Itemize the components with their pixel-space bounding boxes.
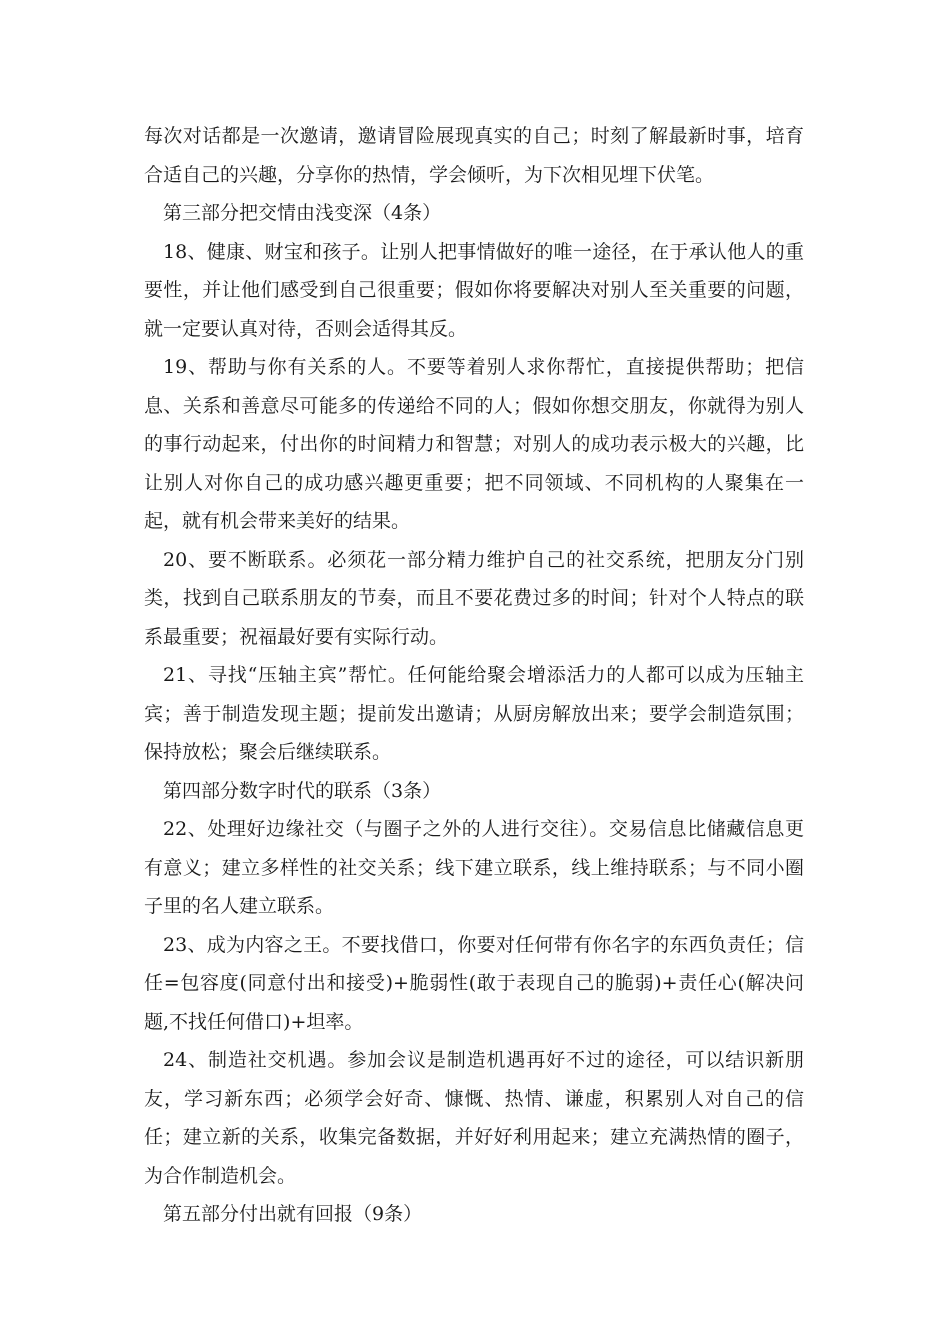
- list-item-18: 18、健康、财宝和孩子。让别人把事情做好的唯一途径，在于承认他人的重要性，并让他们感受到自己很重要；假如你将要解决对别人至关重要的问题，就一定要认真对待，否则会适得其反。: [144, 240, 804, 340]
- list-item-23: 23、成为内容之王。不要找借口，你要对任何带有你名字的东西负责任；信任=包容度(同意付出和接受)+脆弱性(敢于表现自己的脆弱)+责任心(解决问题,不找任何借口)+坦率。: [144, 933, 804, 1033]
- list-item-19: 19、帮助与你有关系的人。不要等着别人求你帮忙，直接提供帮助；把信息、关系和善意尽可能多的传递给不同的人；假如你想交朋友，你就得为别人的事行动起来，付出你的时间精力和智慧；对别人的成功表示极大的兴趣，比让别人对你自己的成功感兴趣更重要；把不同领域、不同机构的人聚集在一起，就有机会带来美好的结果。: [144, 356, 804, 532]
- section-heading-part5: 第五部分付出就有回报（9条）: [163, 1203, 423, 1225]
- paragraph-continuation: 每次对话都是一次邀请，邀请冒险展现真实的自己；时刻了解最新时事，培育合适自己的兴趣，分享你的热情，学会倾听，为下次相见埋下伏笔。: [144, 125, 804, 186]
- section-heading-part3: 第三部分把交情由浅变深（4条）: [163, 202, 442, 224]
- list-item-21: 21、寻找“压轴主宾”帮忙。任何能给聚会增添活力的人都可以成为压轴主宾；善于制造发现主题；提前发出邀请；从厨房解放出来；要学会制造氛围；保持放松；聚会后继续联系。: [144, 664, 804, 763]
- list-item-24: 24、制造社交机遇。参加会议是制造机遇再好不过的途径，可以结识新朋友，学习新东西；必须学会好奇、慷慨、热情、谦虚，积累别人对自己的信任；建立新的关系，收集完备数据，并好好利用起来；建立充满热情的圈子，为合作制造机会。: [144, 1049, 804, 1187]
- list-item-20: 20、要不断联系。必须花一部分精力维护自己的社交系统，把朋友分门别类，找到自己联系朋友的节奏，而且不要花费过多的时间；针对个人特点的联系最重要；祝福最好要有实际行动。: [144, 548, 804, 648]
- document-body: [144, 117, 804, 1234]
- section-heading-part4: 第四部分数字时代的联系（3条）: [163, 779, 442, 802]
- list-item-22: 22、处理好边缘社交（与圈子之外的人进行交往）。交易信息比储藏信息更有意义；建立多样性的社交关系；线下建立联系，线上维持联系；与不同小圈子里的名人建立联系。: [144, 818, 804, 917]
